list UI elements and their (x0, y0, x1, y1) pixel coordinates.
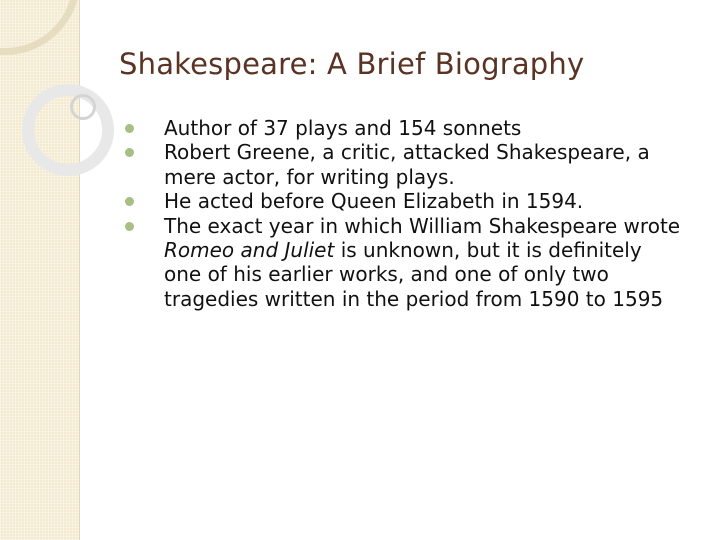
side-band-texture (0, 0, 79, 540)
bullet-dot-icon (125, 222, 134, 231)
bullet-text (164, 189, 684, 213)
bullet-list (124, 116, 684, 311)
bullet-item (124, 214, 684, 312)
bullet-text-segment: Author of 37 plays and 154 sonnets (164, 116, 522, 140)
bullet-text (164, 116, 684, 140)
bullet-item (124, 189, 684, 213)
bullet-text (164, 140, 684, 189)
bullet-text-segment: He acted before Queen Elizabeth in 1594. (164, 189, 584, 214)
bullet-text-segment: is unknown, but it is definitely one of his earlier works, and one of only two tragedies written in the period from 1590 to 1595 (164, 238, 664, 311)
decorative-ring-small-icon (70, 94, 96, 120)
bullet-text-segment: The exact year in which William Shakespeare wrote (164, 213, 681, 238)
slide-title: Shakespeare: A Brief Biography (119, 47, 585, 81)
bullet-dot-icon (125, 148, 134, 157)
bullet-dot-icon (125, 124, 134, 133)
bullet-item (124, 116, 684, 140)
bullet-text (164, 214, 684, 312)
side-band-edge (79, 0, 80, 540)
italic-title-text: Romeo and Juliet (164, 238, 335, 263)
bullet-text-segment: Robert Greene, a critic, attacked Shakespeare, a mere actor, for writing plays. (164, 140, 650, 189)
bullet-item (124, 140, 684, 189)
decorative-ring-medium-icon (22, 84, 114, 176)
bullet-dot-icon (125, 197, 134, 206)
